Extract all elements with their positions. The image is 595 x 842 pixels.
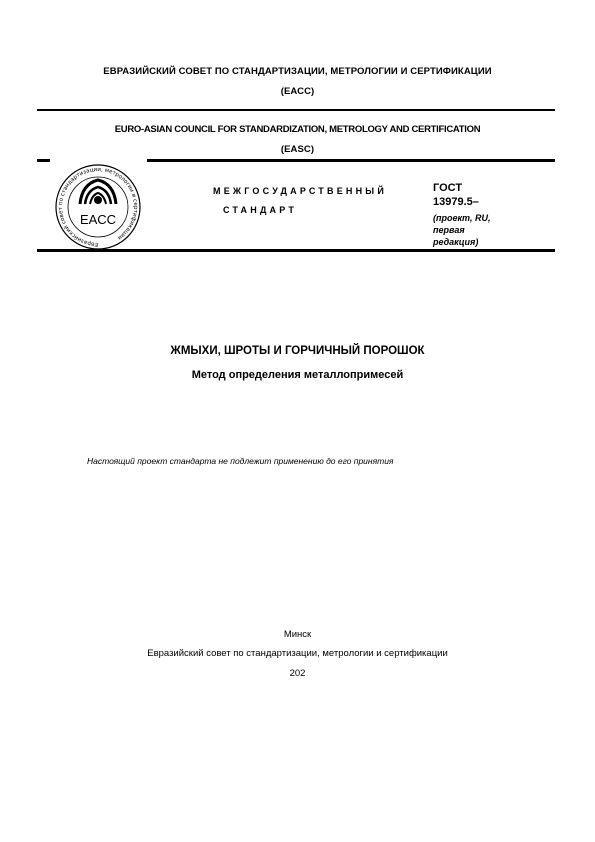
draft-notice: Настоящий проект стандарта не подлежит применению до его принятия — [87, 456, 394, 466]
draft-line2: первая — [433, 225, 465, 235]
easc-logo-icon — [50, 160, 146, 250]
gost-label: ГОСТ — [433, 182, 463, 194]
easc-logo — [50, 160, 146, 250]
council-abbr-en: (EASC) — [280, 144, 315, 155]
council-name-ru: ЕВРАЗИЙСКИЙ СОВЕТ ПО СТАНДАРТИЗАЦИИ, МЕТРОЛОГИИ И СЕРТИФИКАЦИИ — [103, 66, 492, 77]
middle-divider — [147, 159, 555, 162]
left-short-rule — [37, 159, 50, 162]
document-title: ЖМЫХИ, ШРОТЫ И ГОРЧИЧНЫЙ ПОРОШОК — [170, 345, 425, 357]
bottom-divider — [37, 249, 555, 252]
logo-text: EACC — [79, 212, 117, 227]
standard-type-line2: СТАНДАРТ — [222, 205, 298, 215]
logo-ring-text: Евразийский совет по стандартизации, метрологии и сертификации — [58, 166, 139, 248]
council-name-en: EURO-ASIAN COUNCIL FOR STANDARDIZATION, METROLOGY AND CERTIFICATION — [114, 124, 481, 135]
footer-city: Минск — [283, 629, 312, 640]
draft-line3: редакция) — [433, 237, 479, 247]
footer-publisher: Евразийский совет по стандартизации, метрологии и сертификации — [147, 648, 448, 659]
gost-number: 13979.5– — [433, 196, 479, 208]
top-divider — [37, 109, 555, 111]
draft-line1: (проект, RU, — [433, 213, 491, 223]
document-subtitle: Метод определения металлопримесей — [191, 369, 404, 381]
footer-year: 202 — [289, 668, 306, 679]
standard-type-line1: МЕЖГОСУДАРСТВЕННЫЙ — [213, 186, 387, 196]
council-abbr-ru: (ЕАСС) — [280, 86, 315, 97]
